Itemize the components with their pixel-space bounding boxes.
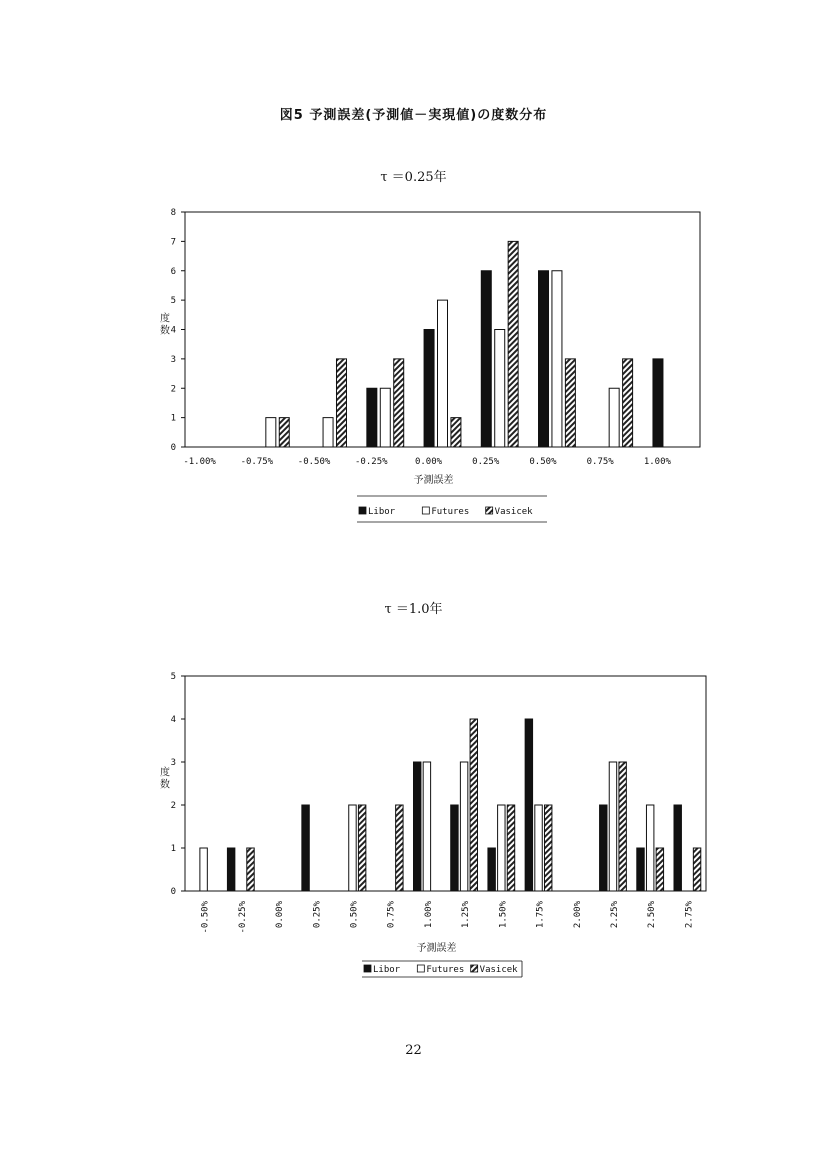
y-tick-label: 3 (170, 758, 176, 768)
y-tick-label: 0 (170, 887, 176, 897)
plot-area (185, 676, 706, 891)
bar-vasicek (247, 848, 254, 891)
bar-vasicek (693, 848, 700, 891)
legend-swatch-libor (364, 965, 371, 972)
bar-futures (323, 418, 333, 447)
bar-libor (525, 719, 532, 891)
bar-libor (367, 388, 377, 447)
y-tick-label: 4 (170, 325, 176, 336)
chart-2-subtitle: τ ＝1.0年 (384, 602, 443, 617)
legend (357, 496, 547, 522)
legend-swatch-vasicek (486, 507, 493, 514)
bar-futures (380, 388, 390, 447)
bar-vasicek (656, 848, 663, 891)
x-tick-label: 1.50% (498, 901, 509, 929)
y-tick-label: 1 (170, 413, 176, 424)
bar-libor (413, 762, 420, 891)
legend-label-libor: Libor (368, 507, 396, 517)
y-tick-label: 6 (170, 266, 176, 277)
y-tick-label: 2 (170, 384, 176, 395)
x-tick-label: 0.75% (586, 457, 614, 467)
bar-futures (646, 805, 653, 891)
bar-futures (535, 805, 542, 891)
x-tick-label: 0.25% (472, 457, 500, 467)
x-axis-label: 予測誤差 (413, 475, 454, 486)
x-tick-label: -0.50% (297, 457, 331, 467)
y-tick-label: 5 (170, 672, 176, 682)
bar-vasicek (507, 805, 514, 891)
bar-vasicek (396, 805, 403, 891)
figure-title: 図5 予測誤差(予測値－実現値)の度数分布 (279, 108, 548, 123)
y-axis-label: 度数 (160, 313, 170, 337)
legend-swatch-futures (417, 965, 424, 972)
bar-vasicek (619, 762, 626, 891)
legend-label-vasicek: Vasicek (479, 965, 518, 975)
legend-label-vasicek: Vasicek (494, 507, 533, 517)
bar-futures (200, 848, 207, 891)
y-tick-label: 2 (170, 801, 176, 811)
legend (362, 961, 522, 977)
y-tick-label: 3 (170, 354, 176, 365)
legend-label-futures: Futures (431, 507, 470, 517)
x-tick-label: 2.00% (572, 901, 583, 929)
x-tick-label: 0.50% (349, 901, 360, 929)
x-tick-label: 1.00% (423, 901, 434, 929)
bar-vasicek (544, 805, 551, 891)
x-tick-label: 0.75% (386, 901, 397, 929)
bar-futures (495, 330, 505, 448)
bar-vasicek (336, 359, 346, 447)
bar-libor (539, 271, 549, 447)
bar-futures (423, 762, 430, 891)
x-tick-label: 1.25% (461, 901, 472, 929)
x-tick-label: 0.50% (529, 457, 557, 467)
bar-vasicek (451, 418, 461, 447)
legend-swatch-futures (422, 507, 429, 514)
bar-futures (266, 418, 276, 447)
bar-futures (460, 762, 467, 891)
bar-libor (302, 805, 309, 891)
y-tick-label: 4 (170, 715, 176, 725)
x-tick-label: 2.75% (684, 901, 695, 929)
bar-futures (498, 805, 505, 891)
x-tick-label: 1.75% (535, 901, 546, 929)
legend-label-futures: Futures (426, 965, 465, 975)
chart-1 (160, 208, 700, 522)
x-tick-label: 0.25% (312, 901, 323, 929)
x-tick-label: 1.00% (643, 457, 671, 467)
bar-libor (227, 848, 234, 891)
y-tick-label: 1 (170, 844, 176, 854)
bar-vasicek (279, 418, 289, 447)
bar-futures (552, 271, 562, 447)
legend-label-libor: Libor (373, 965, 401, 975)
bar-libor (600, 805, 607, 891)
legend-swatch-vasicek (471, 965, 478, 972)
x-tick-label: -0.75% (240, 457, 274, 467)
bar-libor (424, 330, 434, 448)
bar-libor (488, 848, 495, 891)
bar-vasicek (508, 241, 518, 447)
bar-libor (674, 805, 681, 891)
chart-2 (160, 672, 706, 977)
bar-futures (609, 388, 619, 447)
bar-vasicek (470, 719, 477, 891)
x-tick-label: 2.50% (647, 901, 658, 929)
y-tick-label: 0 (170, 443, 176, 453)
x-tick-label: -1.00% (183, 457, 216, 467)
chart-1-subtitle: τ ＝0.25年 (380, 170, 447, 185)
bar-futures (349, 805, 356, 891)
x-tick-label: 0.00% (414, 457, 443, 467)
bar-futures (609, 762, 616, 891)
bar-libor (451, 805, 458, 891)
x-tick-label: -0.50% (200, 901, 211, 934)
y-tick-label: 7 (170, 237, 176, 248)
x-tick-label: 0.00% (275, 901, 286, 929)
bar-futures (438, 300, 448, 447)
bar-vasicek (394, 359, 404, 447)
x-axis-label: 予測誤差 (416, 943, 457, 954)
y-tick-label: 5 (170, 296, 176, 307)
legend-swatch-libor (359, 507, 366, 514)
x-tick-label: -0.25% (355, 457, 388, 467)
y-axis-label: 度数 (160, 767, 170, 791)
bar-vasicek (623, 359, 633, 447)
bar-vasicek (358, 805, 365, 891)
bar-vasicek (565, 359, 575, 447)
x-tick-label: 2.25% (609, 901, 620, 929)
y-tick-label: 8 (170, 208, 176, 218)
page-number: 22 (405, 1043, 422, 1058)
bar-libor (637, 848, 644, 891)
bar-libor (481, 271, 491, 447)
bar-libor (653, 359, 663, 447)
x-tick-label: -0.25% (237, 901, 248, 934)
